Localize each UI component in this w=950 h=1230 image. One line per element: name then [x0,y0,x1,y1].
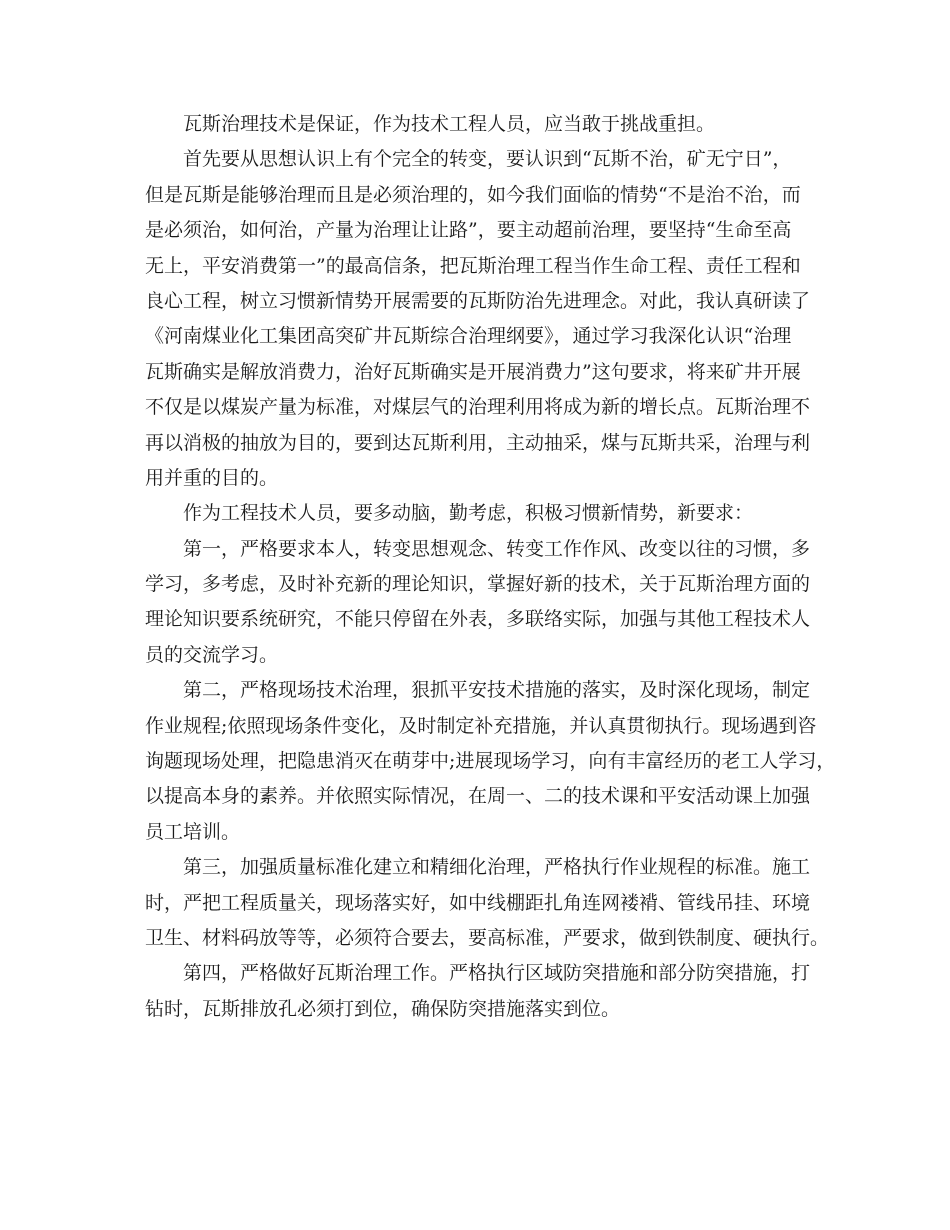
text-line: 作为工程技术人员，要多动脑，勤考虑，积极习惯新情势，新要求： [183,502,754,525]
text-line: 瓦斯确实是解放消费力，治好瓦斯确实是开展消费力”这句要求，将来矿井开展 [145,360,801,383]
text-line: 第四，严格做好瓦斯治理工作。严格执行区域防突措施和部分防突措施，打 [183,962,811,985]
text-line: 询题现场处理，把隐患消灭在萌芽中;进展现场学习，向有丰富经历的老工人学习， [145,750,836,773]
text-line: 卫生、材料码放等等，必须符合要去，要高标准，严要求，做到铁制度、硬执行。 [145,926,830,949]
text-line: 第三，加强质量标准化建立和精细化治理，严格执行作业规程的标准。施工 [183,856,811,879]
text-line: 用并重的目的。 [145,466,279,489]
text-line: 但是瓦斯是能够治理而且是必须治理的，如今我们面临的情势“不是治不治，而 [145,183,801,206]
text-line: 学习，多考虑，及时补充新的理论知识，掌握好新的技术，关于瓦斯治理方面的 [145,573,811,596]
text-line: 瓦斯治理技术是保证，作为技术工程人员，应当敢于挑战重担。 [183,113,716,135]
text-line: 员的交流学习。 [145,643,279,666]
text-line: 是必须治，如何治，产量为治理让让路”，要主动超前治理，要坚持“生命至高 [145,219,792,242]
text-line: 作业规程;依照现场条件变化，及时制定补充措施，并认真贯彻执行。现场遇到咨 [145,714,817,737]
text-line: 良心工程，树立习惯新情势开展需要的瓦斯防治先进理念。对此，我认真研读了 [145,289,811,312]
text-line: 第二，严格现场技术治理，狠抓平安技术措施的落实，及时深化现场，制定 [183,679,811,702]
text-line: 以提高本身的素养。并依照实际情况，在周一、二的技术课和平安活动课上加强 [145,785,811,808]
text-line: 员工培训。 [145,820,241,843]
text-line: 《河南煤业化工集团高突矿井瓦斯综合治理纲要》，通过学习我深化认识“治理 [145,325,792,348]
document-body [145,113,836,1034]
text-line: 首先要从思想认识上有个完全的转变，要认识到“瓦斯不治，矿无宁日”， [183,148,792,171]
text-line: 第一，严格要求本人，转变思想观念、转变工作作风、改变以往的习惯，多 [183,537,811,560]
text-line: 时，严把工程质量关，现场落实好，如中线棚距扎角连网褛褙、管线吊挂、环境 [145,891,811,914]
text-line: 再以消极的抽放为目的，要到达瓦斯利用，主动抽采，煤与瓦斯共采，治理与利 [145,431,811,454]
text-line: 理论知识要系统研究，不能只停留在外表，多联络实际，加强与其他工程技术人 [145,608,811,631]
text-line: 钻时，瓦斯排放孔必须打到位，确保防突措施落实到位。 [145,997,621,1020]
text-line: 无上，平安消费第一”的最高信条，把瓦斯治理工程当作生命工程、责任工程和 [145,254,801,277]
text-line: 不仅是以煤炭产量为标准，对煤层气的治理利用将成为新的增长点。瓦斯治理不 [145,396,811,419]
